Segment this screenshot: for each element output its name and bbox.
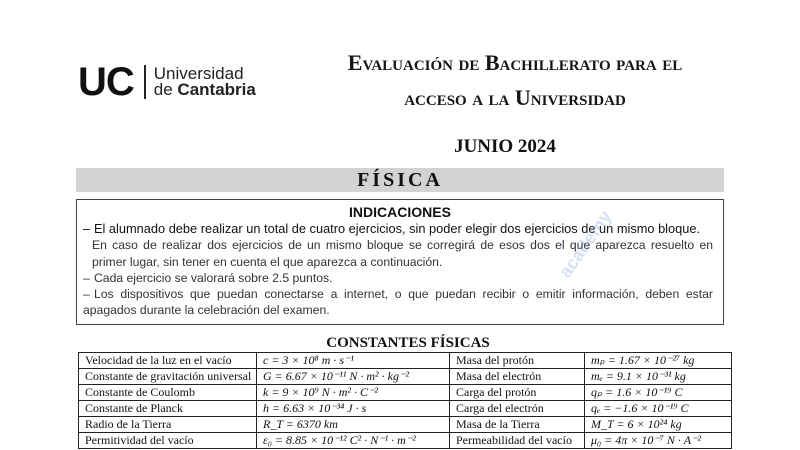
constant-value: mₑ = 9.1 × 10⁻³¹ kg xyxy=(585,369,732,385)
instruction-text: El alumnado debe realizar un total de cuatro ejercicios, sin poder elegir dos ejercicios de un mismo bloque. xyxy=(94,221,701,236)
exam-date: JUNIO 2024 xyxy=(454,136,556,157)
instruction-item: – Cada ejercicio se valorará sobre 2.5 puntos. xyxy=(83,270,333,285)
instructions-box xyxy=(76,199,724,325)
subject-title: FÍSICA xyxy=(357,169,443,191)
table-row xyxy=(79,385,732,401)
exam-title-line1: Evaluación de Bachillerato para el xyxy=(347,50,683,75)
constant-name: Masa de la Tierra xyxy=(450,417,585,433)
exam-title-line2: acceso a la Universidad xyxy=(404,85,626,110)
constant-name: Carga del protón xyxy=(450,385,585,401)
watermark: academy xyxy=(555,206,616,282)
constant-value: μ₀ = 4π × 10⁻⁷ N · A⁻² xyxy=(585,433,732,449)
logo-line2-prefix: de xyxy=(153,80,178,99)
university-logo xyxy=(78,60,256,104)
table-row xyxy=(79,369,732,385)
instruction-item: – El alumnado debe realizar un total de cuatro ejercicios, sin poder elegir dos ejercicios de un mismo bloque. xyxy=(83,221,701,236)
logo-line1: Universidad xyxy=(153,64,244,83)
instruction-item xyxy=(83,237,713,270)
instruction-item: – Los dispositivos que puedan conectarse a internet, o que puedan recibir o emitir información, deben estar apagados durante la celebración del examen. xyxy=(83,287,713,318)
constant-value: M_T = 6 × 10²⁴ kg xyxy=(585,417,732,433)
constant-value: c = 3 × 10⁸ m · s⁻¹ xyxy=(257,353,450,369)
instruction-text: En caso de realizar dos ejercicios de un mismo bloque se corregirá de esos dos el que aparezca resuelto en primer lugar, sin tener en cuenta el que aparezca a continuación. xyxy=(92,238,713,269)
instruction-text: Cada ejercicio se valorará sobre 2.5 puntos. xyxy=(94,270,333,285)
constant-name: Radio de la Tierra xyxy=(79,417,257,433)
logo-text xyxy=(154,66,256,98)
logo-mark: UC xyxy=(78,60,134,104)
constant-value: mₚ = 1.67 × 10⁻²⁷ kg xyxy=(585,353,732,369)
constant-name: Permeabilidad del vacío xyxy=(450,433,585,449)
constant-value: G = 6.67 × 10⁻¹¹ N · m² · kg⁻² xyxy=(257,369,450,385)
constant-value: ε₀ = 8.85 × 10⁻¹² C² · N⁻¹ · m⁻² xyxy=(257,433,450,449)
constants-title: CONSTANTES FÍSICAS xyxy=(326,335,490,351)
constant-name: Carga del electrón xyxy=(450,401,585,417)
logo-line2 xyxy=(154,80,256,99)
constant-name: Constante de Coulomb xyxy=(79,385,257,401)
table-row xyxy=(79,417,732,433)
constant-name: Constante de gravitación universal xyxy=(79,369,257,385)
instruction-text: Los dispositivos que puedan conectarse a internet, o que puedan recibir o emitir información, deben estar apagados durante la celebración del examen. xyxy=(83,287,713,318)
constant-name: Constante de Planck xyxy=(79,401,257,417)
constant-value: qₚ = 1.6 × 10⁻¹⁹ C xyxy=(585,385,732,401)
table-row xyxy=(79,353,732,369)
constant-name: Permitividad del vacío xyxy=(79,433,257,449)
table-row xyxy=(79,401,732,417)
constant-name: Velocidad de la luz en el vacío xyxy=(79,353,257,369)
instructions-title: INDICACIONES xyxy=(349,204,451,220)
constant-value: qₑ = −1.6 × 10⁻¹⁹ C xyxy=(585,401,732,417)
constants-table xyxy=(78,352,732,449)
constant-name: Masa del electrón xyxy=(450,369,585,385)
logo-line2-bold: Cantabria xyxy=(177,80,256,99)
subject-bar xyxy=(76,168,724,192)
constant-value: h = 6.63 × 10⁻³⁴ J · s xyxy=(257,401,450,417)
instructions-list xyxy=(77,221,723,319)
table-row xyxy=(79,433,732,449)
constant-value: k = 9 × 10⁹ N · m² · C⁻² xyxy=(257,385,450,401)
constant-value: R_T = 6370 km xyxy=(257,417,450,433)
constant-name: Masa del protón xyxy=(450,353,585,369)
logo-divider xyxy=(144,65,146,99)
